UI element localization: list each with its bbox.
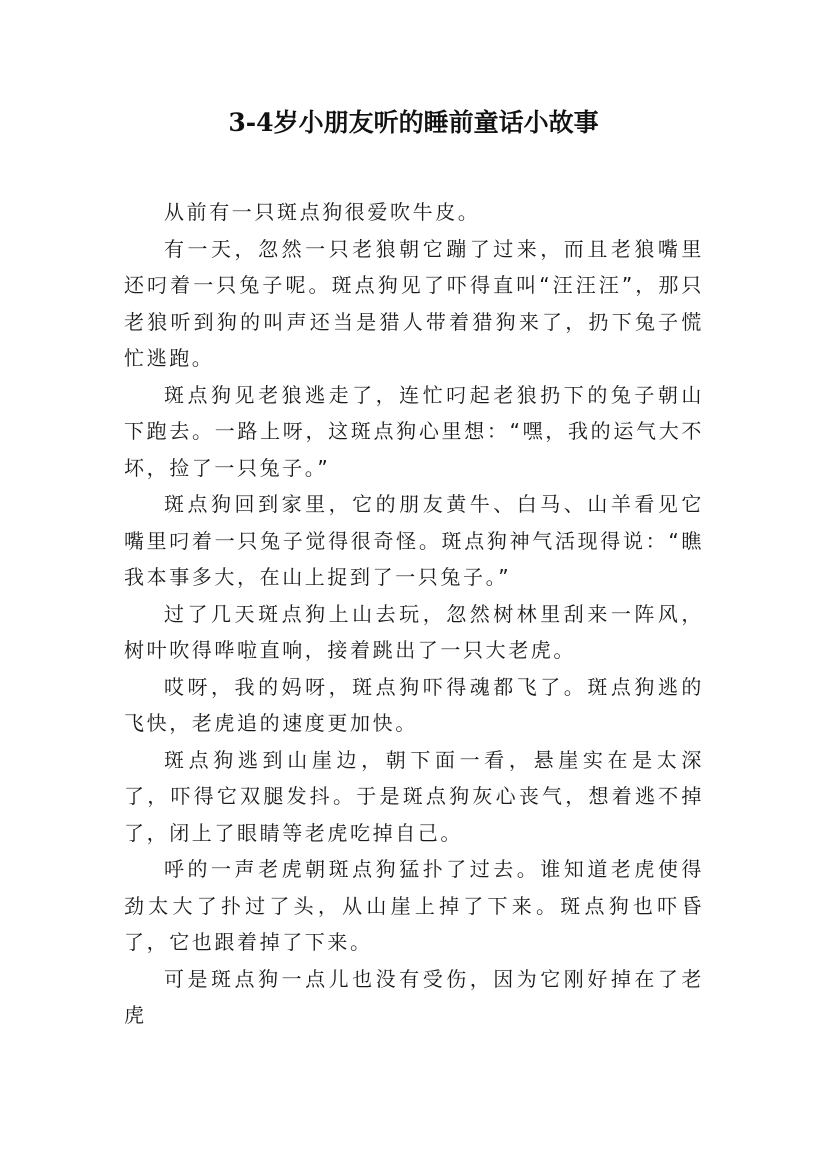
document-title: 3-4岁小朋友听的睡前童话小故事 <box>228 108 599 137</box>
document-body <box>124 194 704 1034</box>
paragraph: 斑点狗见老狼逃走了，连忙叼起老狼扔下的兔子朝山下跑去。一路上呀，这斑点狗心里想：“嘿，我的运气大不坏，捡了一只兔子。” <box>124 382 704 480</box>
paragraph: 可是斑点狗一点儿也没有受伤，因为它刚好掉在了老虎 <box>124 966 704 1027</box>
paragraph: 斑点狗逃到山崖边，朝下面一看，悬崖实在是太深了，吓得它双腿发抖。于是斑点狗灰心丧气，想着逃不掉了，闭上了眼睛等老虎吃掉自己。 <box>124 747 704 845</box>
paragraph: 呼的一声老虎朝斑点狗猛扑了过去。谁知道老虎使得劲太大了扑过了头，从山崖上掉了下来。斑点狗也吓昏了，它也跟着掉了下来。 <box>124 857 704 954</box>
paragraph: 从前有一只斑点狗很爱吹牛皮。 <box>164 200 481 224</box>
paragraph: 过了几天斑点狗上山去玩，忽然树林里刮来一阵风，树叶吹得哗啦直响，接着跳出了一只大老虎。 <box>124 601 704 662</box>
paragraph: 哎呀，我的妈呀，斑点狗吓得魂都飞了。斑点狗逃的飞快，老虎追的速度更加快。 <box>124 674 704 735</box>
paragraph: 斑点狗回到家里，它的朋友黄牛、白马、山羊看见它嘴里叼着一只兔子觉得很奇怪。斑点狗神气活现得说：“瞧我本事多大，在山上捉到了一只兔子。” <box>124 492 704 589</box>
paragraph: 有一天，忽然一只老狼朝它蹦了过来，而且老狼嘴里还叼着一只兔子呢。斑点狗见了吓得直叫“汪汪汪”，那只老狼听到狗的叫声还当是猎人带着猎狗来了，扔下兔子慌忙逃跑。 <box>124 236 704 370</box>
